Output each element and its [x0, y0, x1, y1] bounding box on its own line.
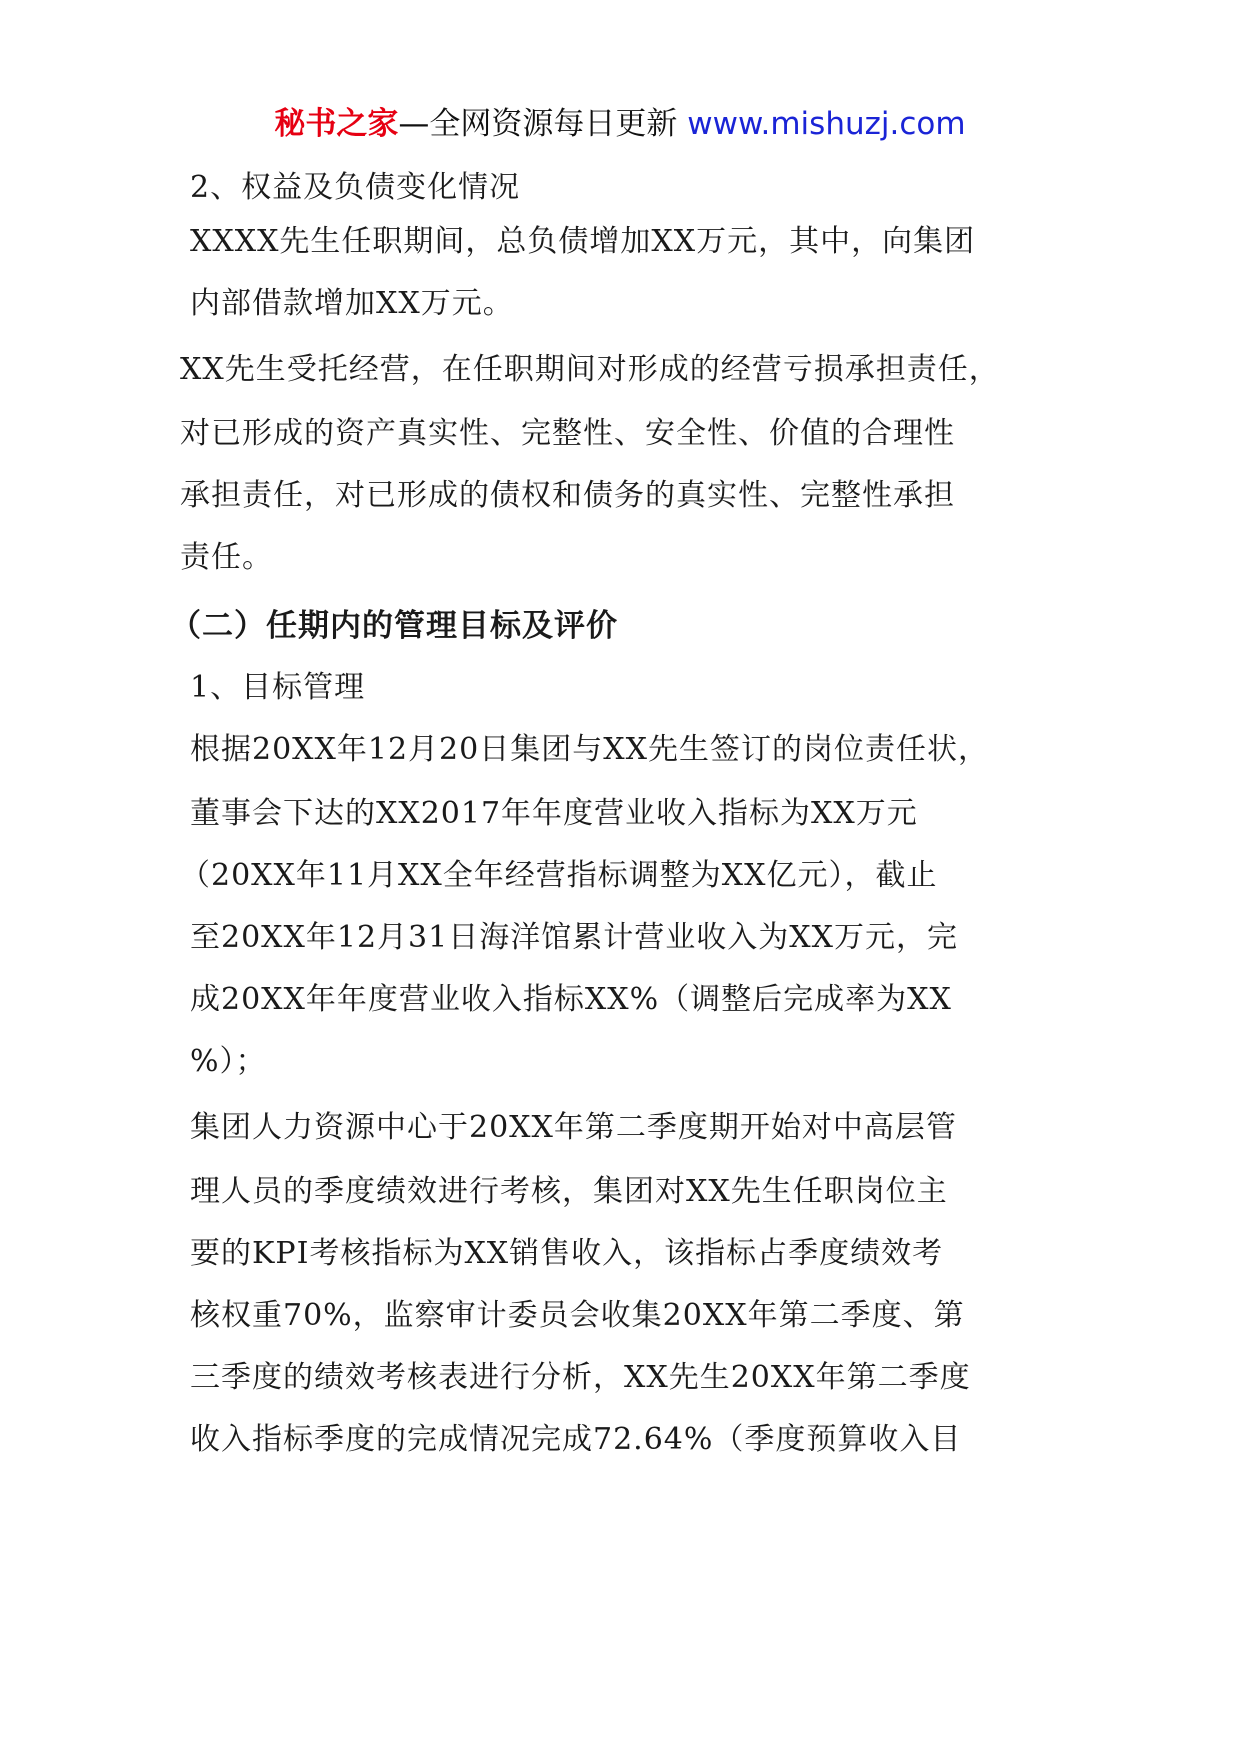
paragraph-line: 根据20XX年12月20日集团与XX先生签订的岗位责任状，: [190, 732, 989, 767]
site-brand: 秘书之家: [274, 106, 399, 142]
subsection-title: 1、目标管理: [190, 670, 366, 705]
paragraph-line: 核权重70%，监察审计委员会收集20XX年第二季度、第: [190, 1298, 965, 1333]
paragraph-line: 三季度的绩效考核表进行分析，XX先生20XX年第二季度: [190, 1360, 971, 1395]
paragraph-line: 至20XX年12月31日海洋馆累计营业收入为XX万元，完: [190, 920, 958, 955]
paragraph-line: 收入指标季度的完成情况完成72.64%（季度预算收入目: [190, 1422, 962, 1457]
paragraph-line: XX先生受托经营，在任职期间对形成的经营亏损承担责任，: [180, 352, 1000, 387]
paragraph-line: 集团人力资源中心于20XX年第二季度期开始对中高层管: [190, 1110, 957, 1145]
paragraph-line: XXXX先生任职期间，总负债增加XX万元，其中，向集团: [190, 224, 976, 259]
section-title: 2、权益及负债变化情况: [190, 170, 521, 205]
paragraph-line: 对已形成的资产真实性、完整性、安全性、价值的合理性: [180, 416, 955, 451]
paragraph-line: 承担责任，对已形成的债权和债务的真实性、完整性承担: [180, 478, 955, 513]
site-url-link[interactable]: www.mishuzj.com: [687, 106, 966, 142]
paragraph-line: （20XX年11月XX全年经营指标调整为XX亿元），截止: [180, 858, 938, 893]
site-tagline: —全网资源每日更新: [398, 106, 688, 142]
paragraph-line: 责任。: [180, 540, 273, 575]
section-heading: （二）任期内的管理目标及评价: [170, 608, 618, 644]
paragraph-line: 董事会下达的XX2017年年度营业收入指标为XX万元: [190, 796, 918, 831]
paragraph-line: 内部借款增加XX万元。: [190, 286, 514, 321]
paragraph-line: 要的KPI考核指标为XX销售收入，该指标占季度绩效考: [190, 1236, 944, 1271]
paragraph-line: 理人员的季度绩效进行考核，集团对XX先生任职岗位主: [190, 1174, 948, 1209]
paragraph-line: 成20XX年年度营业收入指标XX%（调整后完成率为XX: [190, 982, 952, 1017]
site-header: [0, 104, 1240, 144]
paragraph-line: %）；: [190, 1044, 267, 1079]
